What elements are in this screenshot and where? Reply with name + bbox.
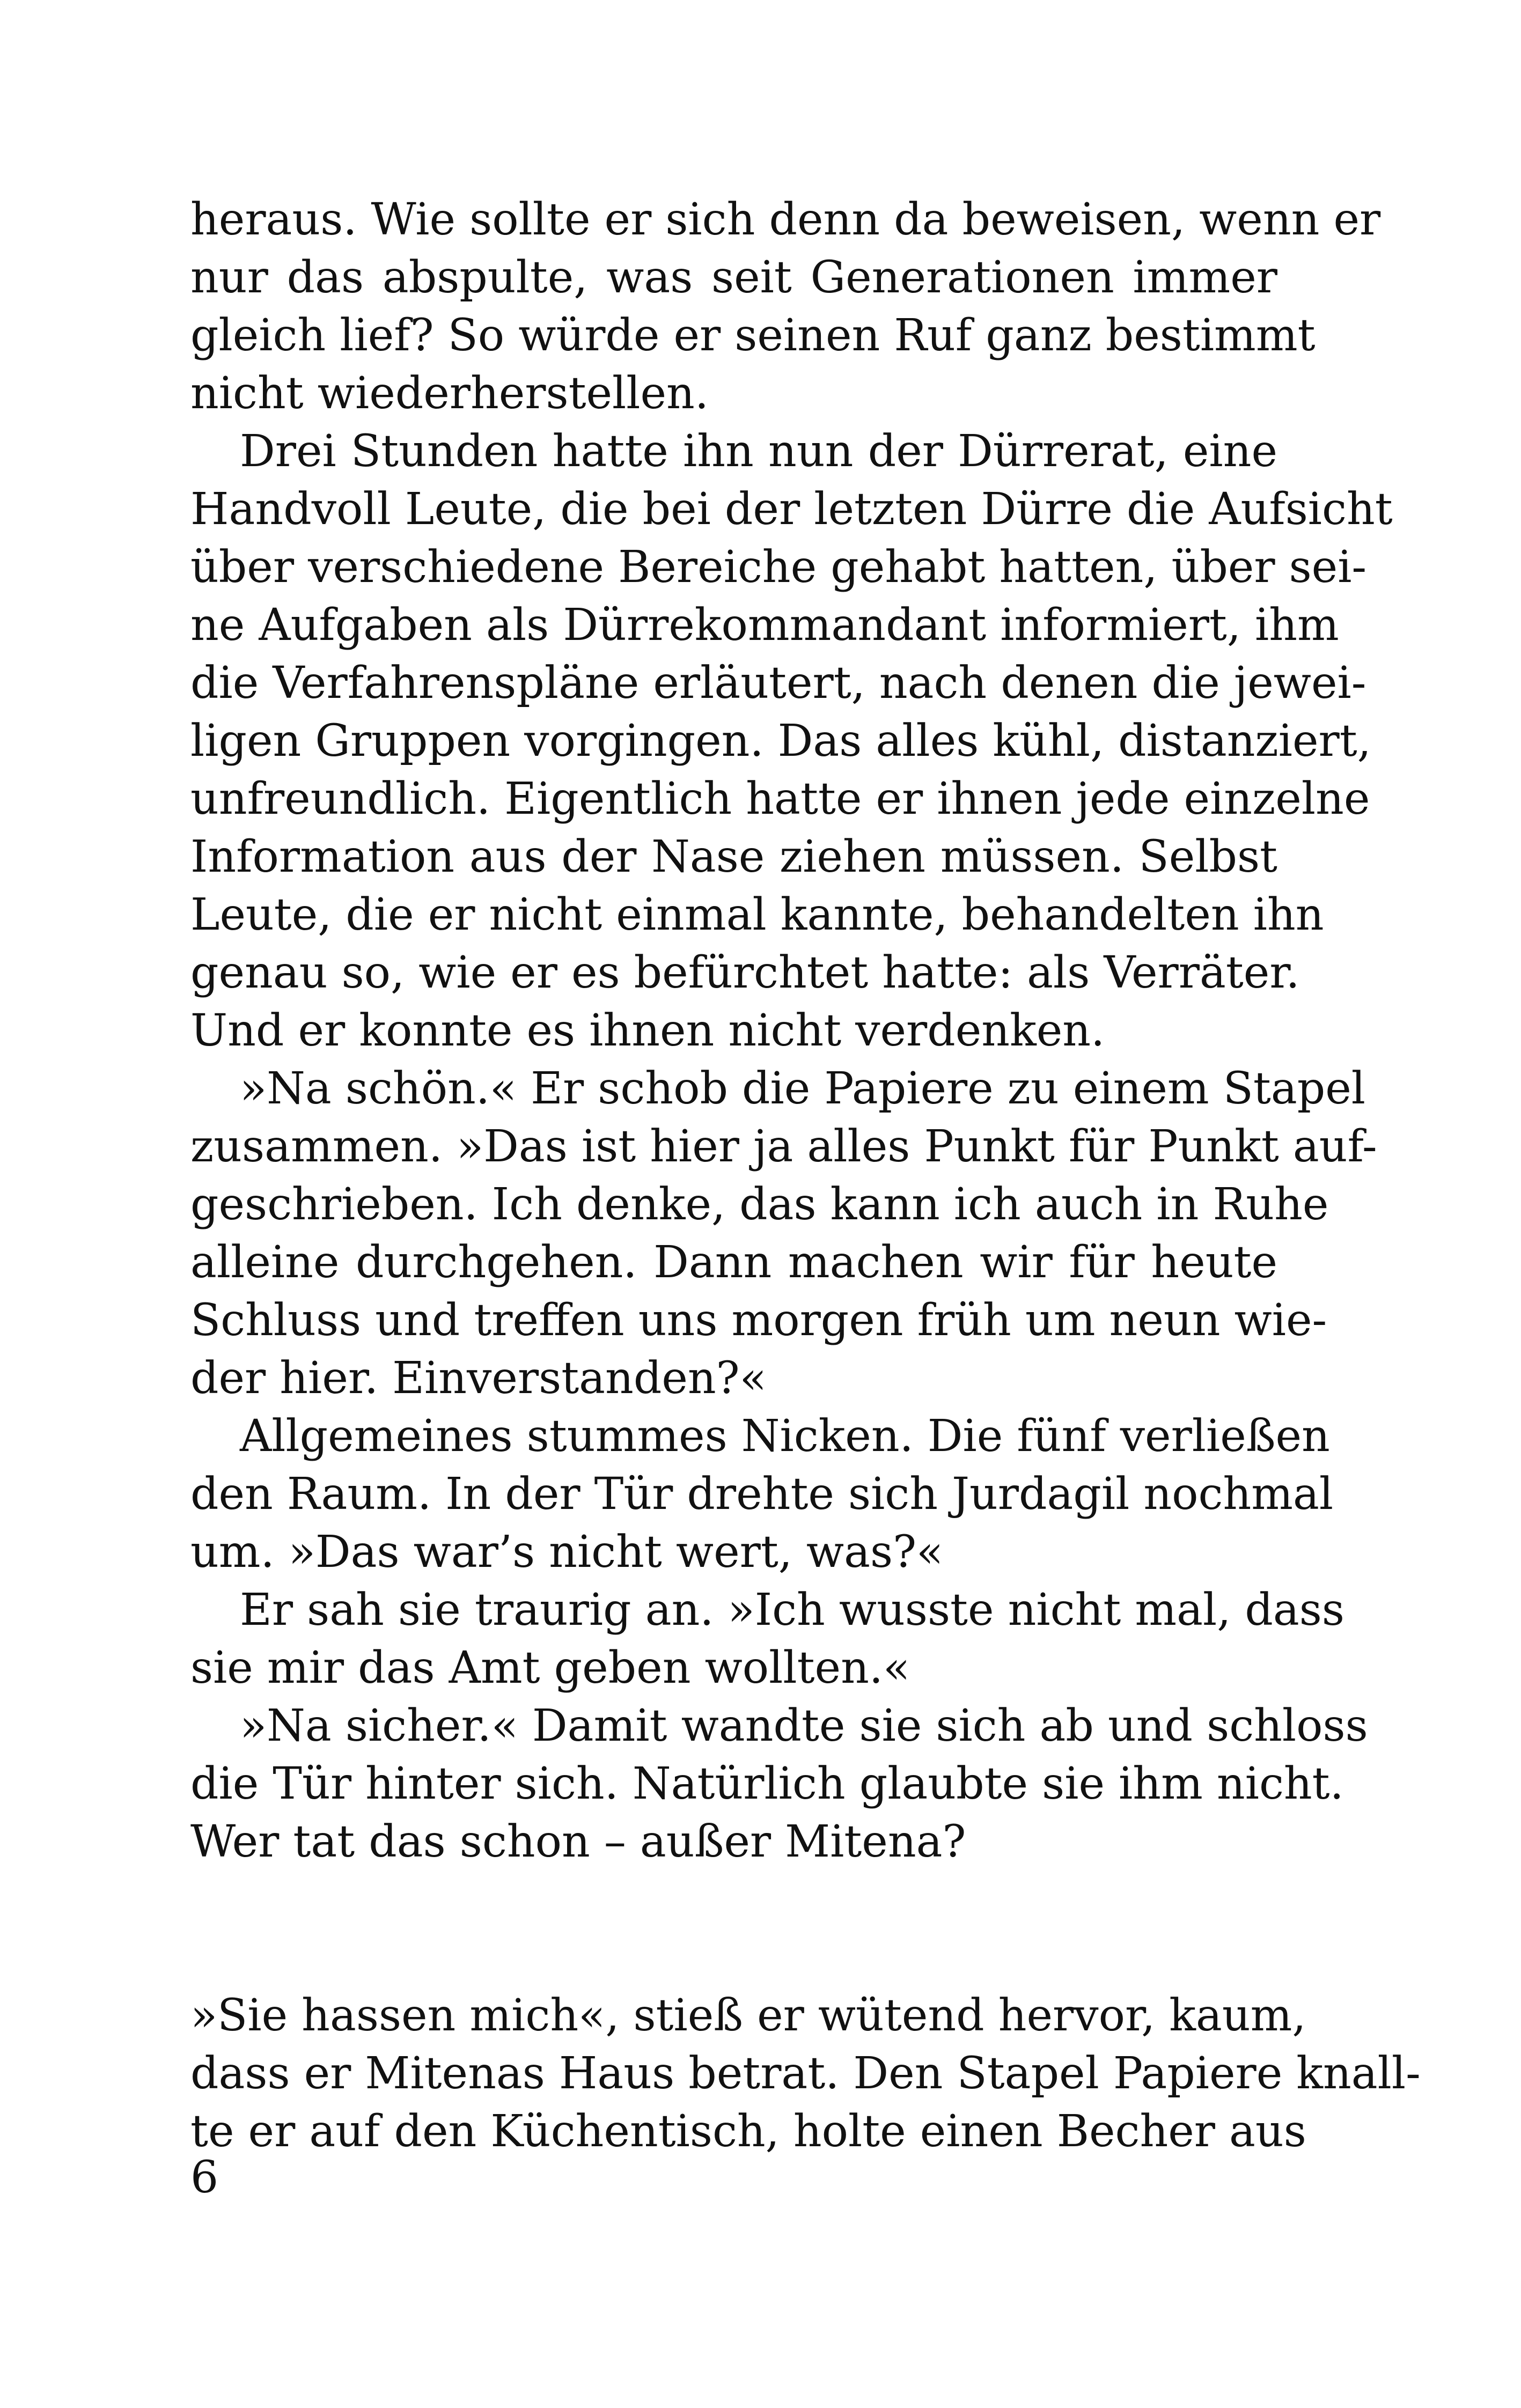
text-line: dass er Mitenas Haus betrat. Den Stapel Papiere knall- — [190, 2048, 1421, 2099]
text-line: Wer tat das schon – außer Mitena? — [190, 1816, 966, 1867]
text-line: te er auf den Küchentisch, holte einen Becher aus — [190, 2106, 1306, 2157]
text-line: »Na schön.« Er schob die Papiere zu einem Stapel — [240, 1063, 1366, 1114]
paragraph — [190, 1408, 1334, 1581]
text-line: nur das abspulte, was seit Generationen immer — [190, 252, 1277, 303]
text-line: zusammen. »Das ist hier ja alles Punkt für Punkt auf- — [190, 1121, 1377, 1172]
text-line: alleine durchgehen. Dann machen wir für heute — [190, 1237, 1277, 1288]
text-line: Information aus der Nase ziehen müssen. Selbst — [190, 831, 1277, 882]
text-line: gleich lief? So würde er seinen Ruf ganz bestimmt — [190, 310, 1316, 361]
text-line: genau so, wie er es befürchtet hatte: als Verräter. — [190, 947, 1300, 998]
text-line: der hier. Einverstanden?« — [190, 1353, 767, 1404]
text-line: Drei Stunden hatte ihn nun der Dürrerat, eine — [240, 426, 1277, 477]
section-break — [190, 1871, 1277, 1987]
text-line: um. »Das war’s nicht wert, was?« — [190, 1527, 944, 1578]
paragraph — [190, 1060, 1377, 1408]
text-line: Und er konnte es ihnen nicht verdenken. — [190, 1005, 1105, 1056]
text-line: geschrieben. Ich denke, das kann ich auch in Ruhe — [190, 1179, 1329, 1230]
paragraph — [190, 1987, 1421, 2161]
text-line: sie mir das Amt geben wollten.« — [190, 1643, 910, 1693]
paragraph — [190, 1697, 1368, 1871]
text-line: ligen Gruppen vorgingen. Das alles kühl, distanziert, — [190, 716, 1371, 767]
paragraph — [190, 423, 1393, 1060]
text-line: Leute, die er nicht einmal kannte, behandelten ihn — [190, 889, 1324, 940]
text-line: Schluss und treffen uns morgen früh um neun wie- — [190, 1295, 1327, 1346]
text-line: »Na sicher.« Damit wandte sie sich ab und schloss — [240, 1700, 1368, 1751]
page-number: 6 — [190, 2152, 219, 2203]
text-line: Handvoll Leute, die bei der letzten Dürre die Aufsicht — [190, 484, 1393, 535]
text-line: die Verfahrenspläne erläutert, nach denen die jewei- — [190, 658, 1366, 709]
body-text — [190, 191, 1421, 2161]
paragraph — [190, 1581, 1344, 1697]
text-line: Allgemeines stummes Nicken. Die fünf verließen — [240, 1411, 1330, 1462]
text-line: nicht wiederherstellen. — [190, 368, 709, 419]
text-line: »Sie hassen mich«, stieß er wütend hervor, kaum, — [190, 1990, 1306, 2041]
text-line: die Tür hinter sich. Natürlich glaubte sie ihm nicht. — [190, 1758, 1344, 1809]
text-line: unfreundlich. Eigentlich hatte er ihnen jede einzelne — [190, 774, 1370, 824]
paragraph — [190, 191, 1381, 423]
text-line: den Raum. In der Tür drehte sich Jurdagil nochmal — [190, 1469, 1334, 1520]
text-line: über verschiedene Bereiche gehabt hatten, über sei- — [190, 542, 1367, 593]
text-line: ne Aufgaben als Dürrekommandant informiert, ihm — [190, 600, 1339, 651]
text-line: heraus. Wie sollte er sich denn da beweisen, wenn er — [190, 194, 1381, 245]
text-line: Er sah sie traurig an. »Ich wusste nicht mal, dass — [240, 1585, 1344, 1636]
